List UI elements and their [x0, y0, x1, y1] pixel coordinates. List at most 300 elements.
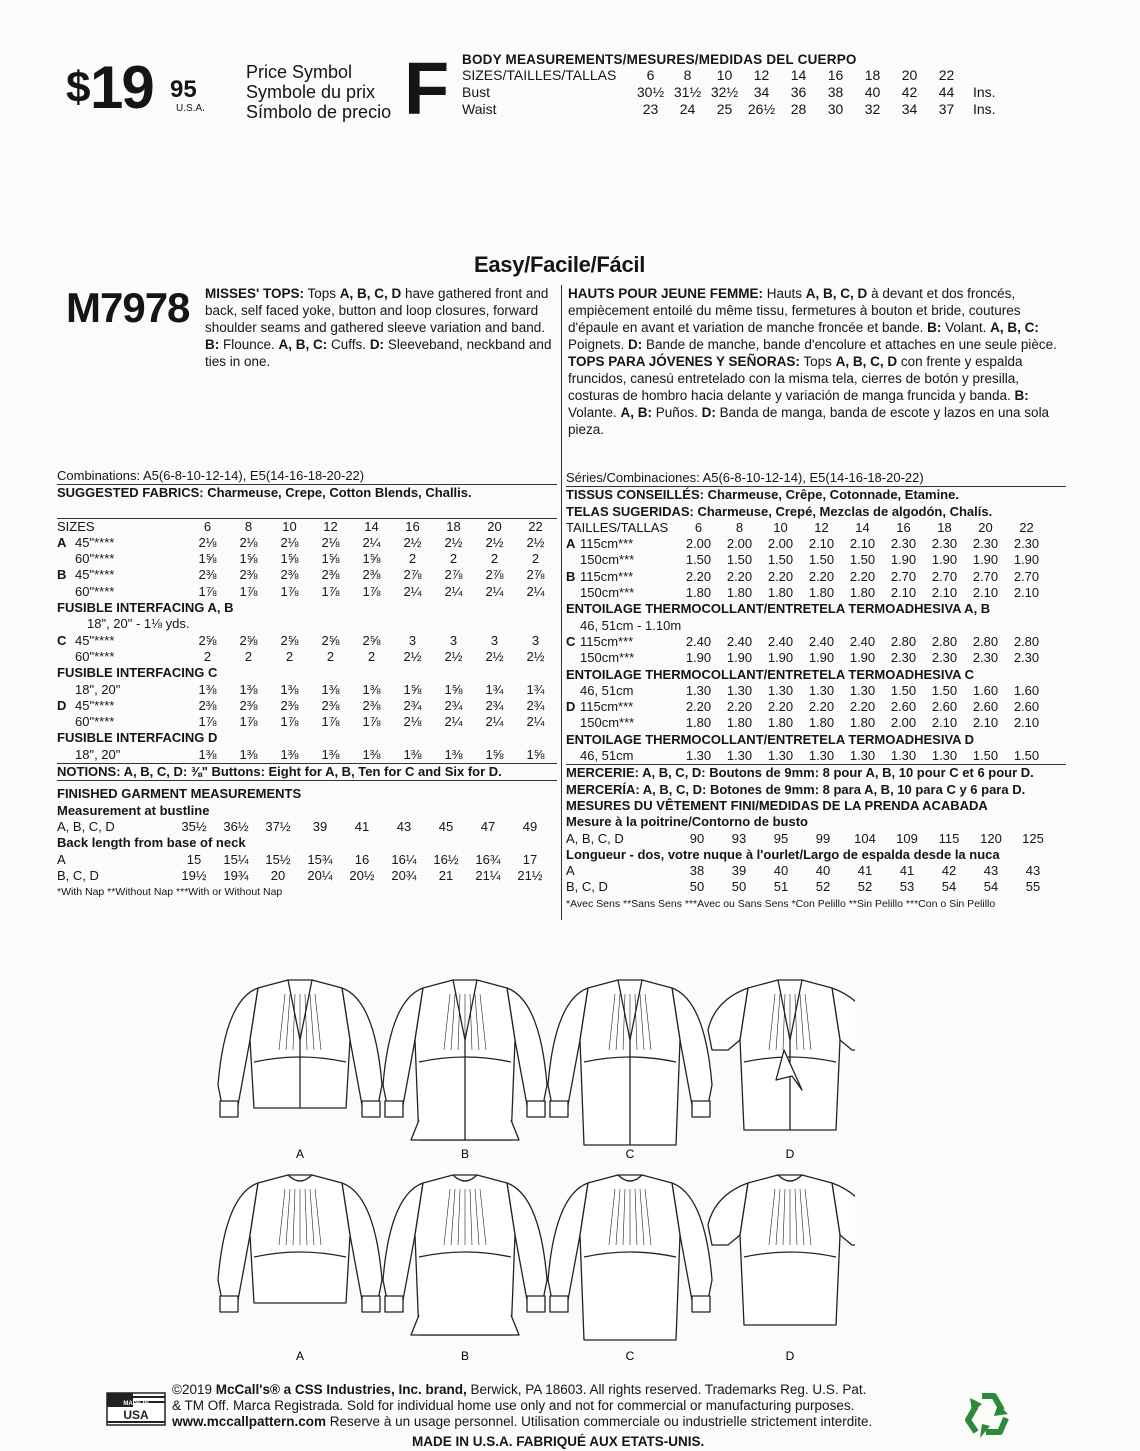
sizes-header-row	[566, 520, 1066, 536]
yardage-value: 1.60	[972, 682, 999, 698]
finished-measurement-row	[57, 819, 557, 835]
yardage-value: 1.50	[808, 552, 835, 568]
size-header-cell: 14	[364, 518, 379, 534]
fabric-width: 115cm***	[580, 536, 634, 552]
size-header-cell: 8	[735, 519, 744, 535]
measurement-value: 32	[864, 101, 881, 116]
description-text: Tops	[799, 354, 836, 369]
yardage-value: 2.80	[972, 633, 999, 649]
measurement-value: 47	[480, 818, 496, 834]
yardage-value: 2.20	[808, 699, 835, 715]
measurement-label: Waist	[462, 101, 497, 116]
finished-measurement-row	[566, 879, 1066, 895]
yardage-value: 1.30	[931, 748, 958, 764]
size-cell: 14	[790, 67, 807, 83]
yardage-row	[57, 682, 557, 698]
back-length-title: Back length from base of neck	[57, 835, 246, 851]
yardage-value: 2.30	[972, 650, 999, 666]
yardage-value: 1⅝	[444, 681, 463, 697]
price-cents: 95	[170, 76, 197, 103]
measurement-value: 50	[731, 879, 747, 895]
yardage-value: 2.80	[1013, 633, 1040, 649]
yardage-value: 2.30	[1013, 650, 1040, 666]
description-bold: A, B, C, D	[835, 354, 898, 369]
yardage-value: 1.80	[808, 715, 835, 731]
yardage-row	[57, 535, 557, 551]
yardage-value: 2¼	[444, 714, 463, 730]
description-english	[205, 285, 555, 370]
body-measurements-title: BODY MEASUREMENTS/MESURES/MEDIDAS DEL CUERPO	[462, 52, 857, 67]
yardage-value: 2⅜	[198, 567, 217, 583]
yardage-value: 1.80	[849, 585, 876, 601]
combinations-line-fr-es: Séries/Combinaciones: A5(6-8-10-12-14), E5(14-16-18-20-22)	[566, 470, 924, 485]
yardage-row	[57, 698, 557, 714]
yardage-value: 1⅝	[198, 551, 217, 567]
yardage-value: 1⅜	[362, 746, 381, 762]
front-view-a	[218, 980, 382, 1117]
yardage-value: 1.30	[767, 682, 794, 698]
yardage-value: 3	[408, 632, 417, 648]
front-view-label: D	[785, 1147, 795, 1161]
back-view-label: B	[460, 1349, 470, 1363]
view-letter: B	[57, 567, 67, 583]
measurement-value: 19½	[181, 867, 207, 883]
back-view-b	[383, 1175, 547, 1335]
yardage-value: 1.50	[849, 552, 876, 568]
measurement-value: 17	[522, 851, 538, 867]
yardage-value: 2½	[444, 648, 463, 664]
yardage-value: 2⅝	[321, 632, 340, 648]
yardage-value: 1.80	[849, 715, 876, 731]
yardage-value: 1⅜	[321, 746, 340, 762]
view-letter	[57, 682, 75, 698]
size-header-cell: 10	[773, 519, 788, 535]
finished-measurement-row	[57, 852, 557, 868]
views-label: A, B, C, D	[57, 818, 115, 834]
yardage-value: 2.30	[931, 536, 958, 552]
measurement-value: 44	[938, 84, 955, 100]
yardage-value: 1⅜	[198, 746, 217, 762]
description-text: Bande de manche, bande d'encolure et attaches en une seule pièce.	[642, 337, 1057, 352]
yardage-value: 2.10	[890, 585, 917, 601]
yardage-value: 2	[367, 648, 376, 664]
yardage-value: 2.40	[767, 633, 794, 649]
yardage-value: 1⅜	[198, 681, 217, 697]
yardage-table-metric	[566, 470, 1066, 912]
yardage-value: 2.10	[1013, 585, 1040, 601]
fabrics-french: TISSUS CONSEILLÉS: Charmeuse, Crêpe, Cotonnade, Etamine.	[566, 487, 959, 503]
yardage-value: 2⅝	[362, 632, 381, 648]
yardage-value: 1⅞	[362, 583, 381, 599]
yardage-row	[566, 536, 1066, 552]
yardage-value: 2⅜	[362, 697, 381, 713]
yardage-value: 2¼	[485, 583, 504, 599]
yardage-value: 2⅝	[198, 632, 217, 648]
description-bold: A, B, C:	[990, 320, 1039, 335]
description-french-spanish	[568, 285, 1068, 438]
back-length-title-fr-es: Longueur - dos, votre nuque à l'ourlet/Largo de espalda desde la nuca	[566, 846, 1000, 862]
size-cell: 18	[864, 67, 881, 83]
yardage-value: 2.10	[808, 536, 835, 552]
yardage-value: 2¼	[444, 583, 463, 599]
yardage-value: 2¾	[526, 697, 545, 713]
size-header-cell: 20	[487, 518, 502, 534]
yardage-value: 1⅜	[403, 746, 422, 762]
fabric-width: 115cm***	[580, 699, 634, 715]
yardage-value: 1⅞	[280, 714, 299, 730]
yardage-value: 1.90	[849, 650, 876, 666]
nap-footnote-fr-es: *Avec Sens **Sans Sens ***Avec ou Sans Sens *Con Pelillo **Sin Pelillo ***Con o Sin Pelillo	[566, 897, 996, 910]
yardage-value: 2.10	[972, 585, 999, 601]
yardage-row	[566, 650, 1066, 666]
yardage-value: 2½	[485, 648, 504, 664]
yardage-value: 2⅝	[280, 632, 299, 648]
yardage-value: 1⅞	[239, 583, 258, 599]
yardage-value: 2.00	[767, 536, 794, 552]
yardage-row	[566, 683, 1066, 699]
front-view-b	[383, 980, 547, 1140]
measurement-value: 21½	[517, 867, 543, 883]
yardage-value: 2.20	[849, 699, 876, 715]
fabrics-spanish: TELAS SUGERIDAS: Charmeuse, Crepé, Mezclas de algodón, Chalís.	[566, 503, 993, 519]
yardage-value: 2⅞	[526, 567, 545, 583]
yardage-row	[566, 748, 1066, 764]
size-header-cell: 14	[855, 519, 870, 535]
view-letter: A	[57, 534, 67, 550]
fabric-width: 115cm***	[580, 568, 634, 584]
front-view-d	[708, 980, 855, 1130]
size-header-cell: 6	[203, 518, 212, 534]
view-letter	[57, 584, 75, 600]
sizes-header-row	[57, 519, 557, 535]
yardage-value: 2¾	[485, 697, 504, 713]
description-bold: B:	[927, 320, 942, 335]
price-amount: 19	[90, 54, 153, 121]
yardage-value: 1.30	[808, 748, 835, 764]
bust-measure-title-fr-es: Mesure à la poitrine/Contorno de busto	[566, 814, 808, 830]
yardage-value: 1⅜	[280, 681, 299, 697]
yardage-value: 2	[449, 551, 458, 567]
front-view-label: C	[625, 1147, 635, 1161]
yardage-value: 2⅜	[239, 567, 258, 583]
yardage-value: 2⅛	[239, 534, 258, 550]
front-view-c	[548, 980, 712, 1145]
yardage-value: 1⅜	[239, 746, 258, 762]
yardage-value: 2.70	[931, 568, 958, 584]
fabric-width: 150cm***	[580, 650, 635, 666]
measurement-value: 42	[901, 84, 918, 100]
size-header-cell: 16	[405, 518, 420, 534]
yardage-value: 2	[531, 551, 540, 567]
yardage-value: 2⅛	[403, 714, 422, 730]
interfacing-heading: ENTOILAGE THERMOCOLLANT/ENTRETELA TERMOADHESIVA A, B	[566, 601, 991, 617]
brand-name: McCall's® a CSS Industries, Inc. brand,	[215, 1382, 467, 1397]
measurement-value: 15¾	[307, 851, 333, 867]
fabric-width: 150cm***	[580, 715, 635, 731]
view-letter: D	[57, 697, 67, 713]
yardage-value: 2.20	[849, 568, 876, 584]
description-bold: TOPS PARA JÓVENES Y SEÑORAS:	[568, 354, 800, 369]
size-header-cell: 22	[528, 518, 543, 534]
fabric-width: 60"****	[75, 551, 115, 567]
yardage-value: 3	[490, 632, 499, 648]
measurement-value: 20¼	[307, 867, 333, 883]
measurement-value: 45	[438, 818, 454, 834]
measurement-value: 37	[938, 101, 955, 116]
back-view-label: C	[625, 1349, 635, 1363]
made-in-line: MADE IN U.S.A. FABRIQUÉ AUX ETATS-UNIS.	[412, 1434, 705, 1449]
yardage-value: 1.30	[726, 682, 753, 698]
yardage-value: 1.30	[767, 748, 794, 764]
yardage-value: 2.60	[1013, 699, 1040, 715]
measurement-value: 16¼	[391, 851, 417, 867]
measurement-value: 21¼	[475, 867, 501, 883]
measurement-value: 52	[815, 879, 831, 895]
measurement-value: 42	[941, 863, 957, 879]
size-cell: 8	[683, 67, 692, 83]
yardage-value: 2½	[444, 534, 463, 550]
yardage-value: 1¾	[485, 681, 504, 697]
yardage-value: 1.90	[931, 552, 958, 568]
yardage-value: 2.30	[890, 650, 917, 666]
yardage-value: 1⅞	[198, 714, 217, 730]
yardage-value: 2.40	[685, 633, 712, 649]
measurement-value: 54	[941, 879, 957, 895]
back-view-label: A	[295, 1349, 305, 1363]
description-bold: D:	[701, 405, 716, 420]
view-letter	[566, 585, 580, 601]
measurement-value: 31½	[673, 84, 702, 100]
yardage-value: 2.70	[972, 568, 999, 584]
yardage-value: 2.20	[685, 568, 712, 584]
yardage-value: 2.20	[808, 568, 835, 584]
body-measurements-row	[462, 101, 1032, 116]
measurement-value: 36	[790, 84, 807, 100]
nap-footnote: *With Nap **Without Nap ***With or Without Nap	[57, 886, 283, 899]
notions-line: NOTIONS: A, B, C, D: ⅜" Buttons: Eight for A, B, Ten for C and Six for D.	[57, 764, 502, 780]
measurement-value: 51	[773, 879, 789, 895]
measurement-value: 43	[1025, 863, 1041, 879]
finished-measurements-title: FINISHED GARMENT MEASUREMENTS	[57, 786, 302, 802]
back-view-a	[218, 1175, 382, 1312]
back-view-d	[708, 1175, 855, 1325]
view-letter: B	[566, 568, 576, 584]
yardage-value: 1.50	[1013, 748, 1040, 764]
measurement-value: 109	[896, 830, 918, 846]
yardage-value: 2¼	[526, 583, 545, 599]
view-letter	[57, 714, 75, 730]
measurement-value: 43	[396, 818, 412, 834]
yardage-value: 2⅝	[239, 632, 258, 648]
yardage-value: 1.80	[767, 715, 794, 731]
description-text: have gathered front and back, self faced yoke, button and loop closures, forward shoulder seams and gathered sleeve variation and band.	[205, 286, 549, 335]
yardage-value: 2⅛	[321, 534, 340, 550]
yardage-value: 2.00	[726, 536, 753, 552]
yardage-value: 1.30	[849, 748, 876, 764]
yardage-value: 1.30	[685, 682, 712, 698]
measurement-value: 41	[857, 863, 873, 879]
yardage-value: 2	[285, 648, 294, 664]
interfacing-heading: FUSIBLE INTERFACING D	[57, 730, 218, 746]
measurement-value: 30½	[636, 84, 665, 100]
yardage-value: 1.80	[808, 585, 835, 601]
yardage-row	[57, 747, 557, 763]
price-symbol-es: Símbolo de precio	[246, 102, 392, 122]
measurement-value: 28	[790, 101, 807, 116]
measurement-value: 19¾	[223, 867, 249, 883]
yardage-value: 2.20	[767, 568, 794, 584]
website-url: www.mccallpattern.com	[172, 1414, 327, 1429]
yardage-value: 1⅝	[321, 551, 340, 567]
description-text: con frente y espalda fruncidos, canesú entretelado con la misma tela, cierres de botón y presilla, costuras de hombro hacia delante y variación de manga fruncida y banda.	[568, 354, 1023, 403]
yardage-value: 1⅞	[239, 714, 258, 730]
fabric-width: 45"****	[75, 534, 115, 550]
size-header-cell: 18	[937, 519, 952, 535]
yardage-value: 1⅝	[362, 551, 381, 567]
views-label: A	[57, 851, 66, 867]
yardage-value: 2⅜	[321, 697, 340, 713]
yardage-value: 1⅝	[280, 551, 299, 567]
view-letter	[566, 650, 580, 666]
yardage-value: 2.70	[1013, 568, 1040, 584]
measurement-value: 40	[815, 863, 831, 879]
view-letter	[57, 551, 75, 567]
yardage-row	[57, 633, 557, 649]
yardage-value: 2.10	[931, 715, 958, 731]
measurement-value: 34	[901, 101, 918, 116]
view-letter: D	[566, 699, 576, 715]
yardage-value: 1.80	[685, 715, 712, 731]
views-label: A	[566, 863, 575, 879]
body-measurements	[462, 52, 1032, 116]
measurement-value: 54	[983, 879, 999, 895]
yardage-value: 2	[203, 648, 212, 664]
yardage-row	[566, 715, 1066, 731]
views-label: B, C, D	[57, 867, 99, 883]
view-letter	[566, 683, 580, 699]
description-bold: A, B, C, D	[339, 286, 402, 301]
measurement-value: 43	[983, 863, 999, 879]
size-header-cell: 22	[1019, 519, 1034, 535]
yardage-value: 1.80	[767, 585, 794, 601]
measurement-value: 52	[857, 879, 873, 895]
yardage-value: 1.50	[890, 682, 917, 698]
yardage-value: 2¼	[485, 714, 504, 730]
yardage-value: 2.80	[931, 633, 958, 649]
back-view-label: D	[785, 1349, 795, 1363]
yardage-value: 2.10	[972, 715, 999, 731]
fabric-width: 18", 20"	[75, 681, 121, 697]
difficulty-label: Easy/Facile/Fácil	[474, 252, 646, 277]
description-text: Flounce.	[219, 337, 279, 352]
yardage-value: 1.30	[808, 682, 835, 698]
measurement-value: 21	[438, 867, 454, 883]
yardage-value: 2⅞	[444, 567, 463, 583]
measurement-value: 39	[312, 818, 328, 834]
fabric-width: 45"****	[75, 632, 115, 648]
fabric-width: 45"****	[75, 697, 115, 713]
measurement-value: 15¼	[223, 851, 249, 867]
description-bold: A, B:	[620, 405, 653, 420]
measurement-value: 24	[679, 101, 696, 116]
description-text: Poignets.	[568, 337, 629, 352]
yardage-value: 2.60	[931, 699, 958, 715]
fabric-width: 18", 20"	[75, 746, 121, 762]
yardage-value: 1.50	[767, 552, 794, 568]
yardage-value: 1⅞	[321, 583, 340, 599]
measurement-value: 25	[716, 101, 733, 116]
yardage-row	[57, 584, 557, 600]
yardage-value: 2.10	[849, 536, 876, 552]
yardage-value: 1⅜	[444, 746, 463, 762]
yardage-row	[57, 714, 557, 730]
description-french	[568, 285, 1068, 353]
yardage-value: 2⅞	[403, 567, 422, 583]
fabric-width: 150cm***	[580, 552, 635, 568]
measurement-value: 95	[773, 830, 789, 846]
yardage-row	[566, 634, 1066, 650]
measurement-value: 20	[270, 867, 286, 883]
copyright-address: Berwick, PA 18603. All rights reserved. Trademarks Reg. U.S. Pat.	[466, 1382, 867, 1397]
measurement-value: 50	[689, 879, 705, 895]
measurement-value: 30	[827, 101, 844, 116]
measurement-value: 38	[689, 863, 705, 879]
interfacing-note: 18", 20" - 1⅛ yds.	[87, 616, 190, 632]
yardage-value: 1⅝	[526, 746, 545, 762]
description-spanish	[568, 353, 1068, 438]
views-label: A, B, C, D	[566, 830, 624, 846]
measurement-value: 26½	[747, 101, 776, 116]
description-bold: MISSES' TOPS:	[205, 286, 304, 301]
measurement-value: 90	[689, 830, 705, 846]
description-bold: B:	[205, 337, 220, 352]
measurement-value: 41	[354, 818, 370, 834]
measurement-value: 53	[899, 879, 915, 895]
yardage-value: 2.30	[972, 536, 999, 552]
measurement-unit: Ins.	[973, 84, 996, 100]
yardage-value: 1.50	[685, 552, 712, 568]
size-header-cell: 12	[323, 518, 338, 534]
fabric-width: 60"****	[75, 583, 115, 599]
price-symbol-letter: F	[404, 47, 450, 130]
measurement-value: 16	[354, 851, 370, 867]
yardage-value: 1.30	[890, 748, 917, 764]
yardage-value: 2¼	[403, 583, 422, 599]
size-cell: 6	[646, 67, 655, 83]
yardage-value: 1⅝	[403, 681, 422, 697]
yardage-row	[566, 585, 1066, 601]
measurement-value: 20¾	[391, 867, 417, 883]
measurement-label: Bust	[462, 84, 491, 100]
back-view-c	[548, 1175, 712, 1340]
size-header-cell: TAILLES/TALLAS	[566, 519, 669, 535]
size-cell: 12	[753, 67, 770, 83]
size-cell: 10	[716, 67, 733, 83]
measurement-value: 15½	[265, 851, 291, 867]
yardage-value: 2⅛	[280, 534, 299, 550]
yardage-value: 2½	[403, 648, 422, 664]
measurement-value: 35½	[181, 818, 207, 834]
yardage-value: 2.60	[890, 699, 917, 715]
yardage-value: 1.90	[972, 552, 999, 568]
description-bold: A, B, C:	[278, 337, 328, 352]
yardage-value: 1⅜	[362, 681, 381, 697]
interfacing-heading: FUSIBLE INTERFACING C	[57, 665, 218, 681]
finished-measurement-row	[566, 831, 1066, 847]
fabric-width: 45"****	[75, 567, 115, 583]
interfacing-heading: ENTOILAGE THERMOCOLLANT/ENTRETELA TERMOADHESIVA C	[566, 666, 975, 682]
yardage-value: 2.20	[726, 568, 753, 584]
